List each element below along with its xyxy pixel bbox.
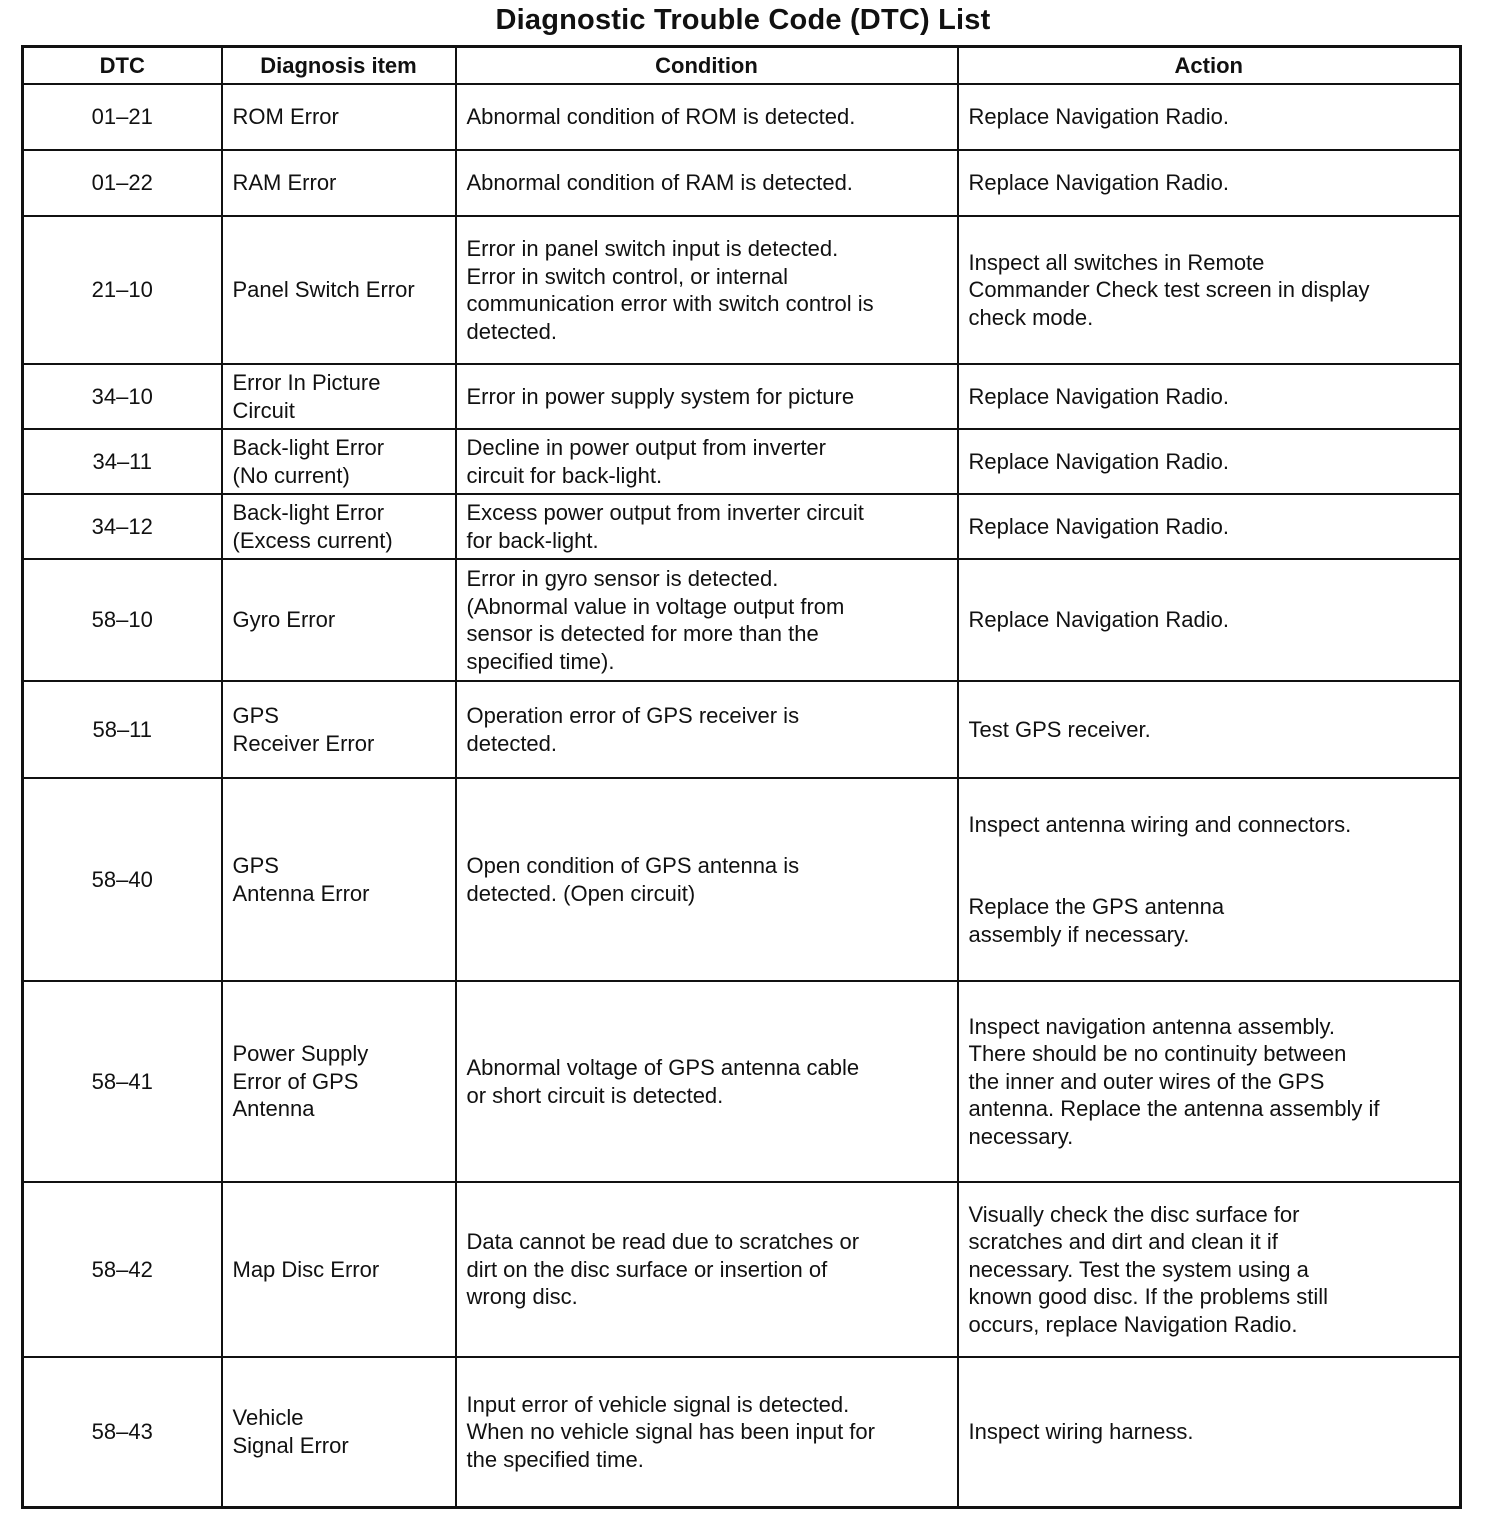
condition-line: or short circuit is detected. <box>466 1082 724 1108</box>
action-line: Commander Check test screen in display <box>968 277 1370 303</box>
dtc-code: 58–40 <box>23 778 222 981</box>
action <box>958 1357 1461 1507</box>
action-line: Replace the GPS antenna <box>968 894 1225 920</box>
condition <box>456 1182 958 1357</box>
diagnosis-item <box>222 681 456 778</box>
diagnosis-item-line: ROM Error <box>232 104 339 130</box>
condition-line: Error in switch control, or internal <box>466 263 789 289</box>
action <box>958 981 1461 1182</box>
page-title: Diagnostic Trouble Code (DTC) List <box>495 4 991 36</box>
diagnosis-item-line: (No current) <box>232 462 350 488</box>
condition-line: wrong disc. <box>466 1284 578 1310</box>
diagnosis-item-line: Power Supply <box>232 1041 369 1067</box>
condition <box>456 84 958 150</box>
condition-line: sensor is detected for more than the <box>466 621 819 646</box>
condition-line: Input error of vehicle signal is detected. <box>466 1391 850 1417</box>
action-line: antenna. Replace the antenna assembly if <box>968 1096 1380 1122</box>
dtc-code: 58–41 <box>23 981 222 1182</box>
condition-line: communication error with switch control is <box>466 291 874 316</box>
diagnosis-item-line: Vehicle <box>232 1405 304 1431</box>
condition-line: for back-light. <box>466 527 599 553</box>
condition-line: Error in panel switch input is detected. <box>466 236 839 261</box>
action-line: Test GPS receiver. <box>968 716 1151 742</box>
diagnosis-item-line: Back-light Error <box>232 435 385 460</box>
diagnosis-item-line: Circuit <box>232 397 295 423</box>
action-line: Replace Navigation Radio. <box>968 448 1229 474</box>
condition-line: Abnormal condition of ROM is detected. <box>466 104 856 130</box>
table-row <box>23 150 1461 216</box>
diagnosis-item-line: GPS <box>232 703 279 728</box>
header-dtc: DTC <box>23 47 222 85</box>
action-line: assembly if necessary. <box>968 921 1190 947</box>
diagnosis-item-line: Antenna Error <box>232 880 370 906</box>
action <box>958 84 1461 150</box>
table-row <box>23 1357 1461 1507</box>
diagnosis-item <box>222 1357 456 1507</box>
action-line: Replace Navigation Radio. <box>968 607 1229 633</box>
condition-line: detected. <box>466 318 558 344</box>
diagnosis-item <box>222 981 456 1182</box>
table-row <box>23 84 1461 150</box>
dtc-code: 21–10 <box>23 216 222 364</box>
diagnosis-item-line: Panel Switch Error <box>232 277 415 303</box>
condition-line: circuit for back-light. <box>466 462 663 488</box>
action-line: Inspect all switches in Remote <box>968 249 1265 275</box>
condition-line: Abnormal voltage of GPS antenna cable <box>466 1055 860 1080</box>
condition-line: When no vehicle signal has been input for <box>466 1419 875 1444</box>
action <box>958 778 1461 981</box>
diagnosis-item-line: Map Disc Error <box>232 1256 380 1282</box>
action-line: Replace Navigation Radio. <box>968 170 1229 196</box>
action-line: known good disc. If the problems still <box>968 1284 1329 1310</box>
diagnosis-item <box>222 778 456 981</box>
diagnosis-item <box>222 216 456 364</box>
condition <box>456 150 958 216</box>
table-body <box>23 84 1461 1507</box>
action <box>958 681 1461 778</box>
action-line: necessary. <box>968 1123 1074 1149</box>
dtc-code: 58–10 <box>23 559 222 681</box>
condition-line: Excess power output from inverter circuit <box>466 500 864 525</box>
diagnosis-item-line: GPS <box>232 853 279 878</box>
condition <box>456 778 958 981</box>
dtc-code: 58–43 <box>23 1357 222 1507</box>
condition-line: detected. (Open circuit) <box>466 880 696 906</box>
table-row <box>23 494 1461 559</box>
dtc-code: 58–11 <box>23 681 222 778</box>
diagnosis-item-line: RAM Error <box>232 170 337 196</box>
condition <box>456 216 958 364</box>
condition-line: (Abnormal value in voltage output from <box>466 593 845 619</box>
action <box>958 494 1461 559</box>
dtc-code: 34–11 <box>23 429 222 494</box>
condition <box>456 559 958 681</box>
header-action: Action <box>958 47 1461 85</box>
action-line: Visually check the disc surface for <box>968 1201 1300 1227</box>
diagnosis-item <box>222 150 456 216</box>
action-line: check mode. <box>968 304 1094 330</box>
condition-line: the specified time. <box>466 1446 644 1472</box>
action <box>958 429 1461 494</box>
action-line: Inspect navigation antenna assembly. <box>968 1013 1335 1039</box>
action-spacer <box>969 838 1450 893</box>
condition <box>456 429 958 494</box>
dtc-code: 58–42 <box>23 1182 222 1357</box>
table-row <box>23 364 1461 429</box>
diagnosis-item <box>222 559 456 681</box>
action-line: scratches and dirt and clean it if <box>968 1229 1278 1255</box>
diagnosis-item-line: Error of GPS <box>232 1068 359 1094</box>
action <box>958 364 1461 429</box>
action-line: Replace Navigation Radio. <box>968 383 1229 409</box>
diagnosis-item-line: Back-light Error <box>232 500 385 525</box>
condition-line: dirt on the disc surface or insertion of <box>466 1256 828 1282</box>
action-line: There should be no continuity between <box>968 1041 1347 1067</box>
condition <box>456 1357 958 1507</box>
condition-line: Abnormal condition of RAM is detected. <box>466 170 853 196</box>
action-line: Inspect wiring harness. <box>968 1419 1194 1444</box>
action-line: Inspect antenna wiring and connectors. <box>968 811 1352 837</box>
dtc-code: 01–22 <box>23 150 222 216</box>
action-line: occurs, replace Navigation Radio. <box>968 1311 1298 1337</box>
table-row <box>23 429 1461 494</box>
action-line: necessary. Test the system using a <box>968 1256 1309 1282</box>
table-row <box>23 681 1461 778</box>
action <box>958 559 1461 681</box>
dtc-code: 01–21 <box>23 84 222 150</box>
diagnosis-item <box>222 494 456 559</box>
action-line: Replace Navigation Radio. <box>968 513 1229 539</box>
condition <box>456 981 958 1182</box>
condition-line: Open condition of GPS antenna is <box>466 853 800 878</box>
condition-line: Operation error of GPS receiver is <box>466 703 800 728</box>
diagnosis-item-line: Error In Picture <box>232 370 381 395</box>
table-row <box>23 778 1461 981</box>
diagnosis-item <box>222 84 456 150</box>
diagnosis-item <box>222 364 456 429</box>
action-line: Replace Navigation Radio. <box>968 104 1229 130</box>
table-row <box>23 216 1461 364</box>
diagnosis-item-line: Signal Error <box>232 1432 349 1458</box>
condition-line: Data cannot be read due to scratches or <box>466 1229 860 1255</box>
action <box>958 150 1461 216</box>
condition <box>456 681 958 778</box>
header-diagnosis-item: Diagnosis item <box>222 47 456 85</box>
table-header-row <box>23 47 1461 85</box>
condition-line: Error in power supply system for picture <box>466 383 855 409</box>
diagnosis-item <box>222 429 456 494</box>
table-row <box>23 981 1461 1182</box>
dtc-code: 34–12 <box>23 494 222 559</box>
table-row <box>23 559 1461 681</box>
condition <box>456 364 958 429</box>
condition-line: specified time). <box>466 648 615 674</box>
condition-line: Decline in power output from inverter <box>466 435 826 460</box>
table-row <box>23 1182 1461 1357</box>
diagnosis-item-line: (Excess current) <box>232 527 393 553</box>
diagnosis-item <box>222 1182 456 1357</box>
action <box>958 1182 1461 1357</box>
diagnosis-item-line: Receiver Error <box>232 730 375 756</box>
dtc-table <box>21 45 1462 1509</box>
condition <box>456 494 958 559</box>
action-line: the inner and outer wires of the GPS <box>968 1068 1325 1094</box>
condition-line: Error in gyro sensor is detected. <box>466 566 779 591</box>
header-condition: Condition <box>456 47 958 85</box>
diagnosis-item-line: Gyro Error <box>232 607 336 633</box>
action <box>958 216 1461 364</box>
diagnosis-item-line: Antenna <box>232 1096 315 1122</box>
dtc-code: 34–10 <box>23 364 222 429</box>
condition-line: detected. <box>466 730 558 756</box>
